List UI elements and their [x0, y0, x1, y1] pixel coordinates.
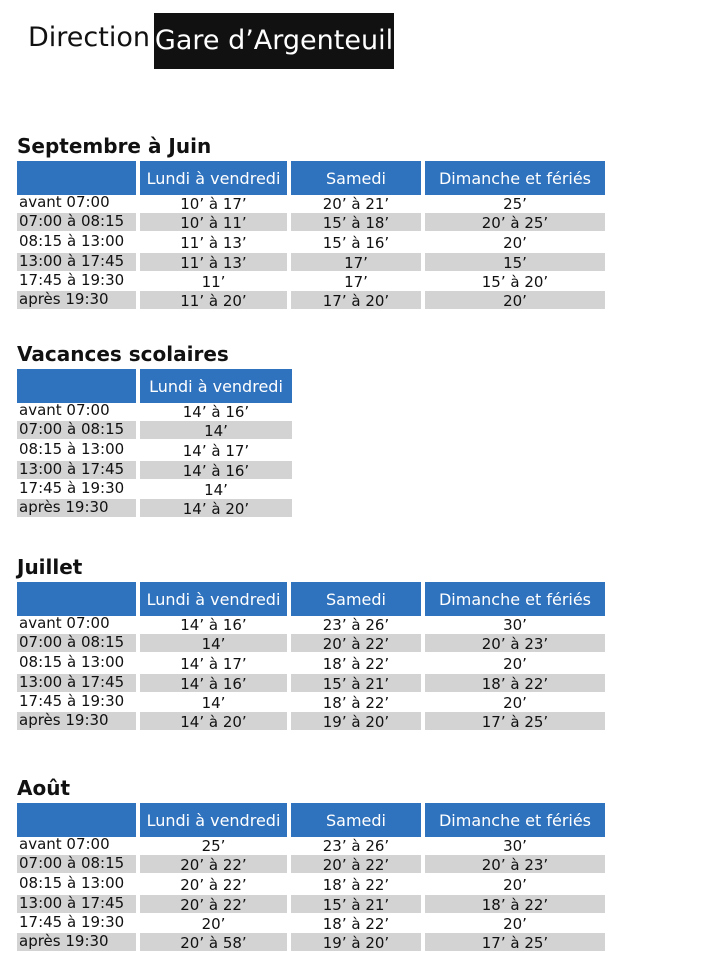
row-period-label: 07:00 à 08:15	[17, 634, 136, 652]
row-period-label: 13:00 à 17:45	[17, 461, 136, 479]
frequency-cell-weekday: 20’ à 22’	[140, 855, 287, 873]
row-period-label: 13:00 à 17:45	[17, 253, 136, 271]
column-header-sunday: Dimanche et fériés	[425, 803, 605, 837]
row-period-label: avant 07:00	[19, 401, 110, 419]
frequency-cell-weekday: 11’	[201, 273, 226, 291]
frequency-cell-sunday: 30’	[503, 837, 527, 855]
header-blank-cell	[17, 582, 136, 616]
direction-label: Direction	[28, 22, 150, 53]
frequency-cell-sunday: 20’	[503, 234, 527, 252]
frequency-cell-sunday: 15’ à 20’	[481, 273, 549, 291]
frequency-cell-sunday: 18’ à 22’	[425, 674, 605, 692]
row-period-label: avant 07:00	[19, 835, 110, 853]
row-period-label: avant 07:00	[19, 614, 110, 632]
column-header-saturday: Samedi	[291, 582, 421, 616]
row-period-label: 08:15 à 13:00	[19, 874, 125, 892]
column-header-sunday: Dimanche et fériés	[425, 582, 605, 616]
column-header-weekday: Lundi à vendredi	[140, 369, 292, 403]
frequency-cell-weekday: 20’ à 22’	[180, 876, 247, 894]
row-period-label: 17:45 à 19:30	[19, 479, 125, 497]
frequency-cell-weekday: 11’ à 13’	[180, 234, 247, 252]
frequency-cell-weekday: 10’ à 17’	[180, 195, 247, 213]
frequency-cell-saturday: 19’ à 20’	[291, 712, 421, 730]
row-period-label: après 19:30	[17, 291, 136, 309]
column-header-weekday: Lundi à vendredi	[140, 803, 287, 837]
section-title: Septembre à Juin	[17, 134, 212, 158]
frequency-cell-sunday: 20’	[425, 291, 605, 309]
frequency-cell-saturday: 15’ à 21’	[291, 895, 421, 913]
row-period-label: 08:15 à 13:00	[19, 440, 125, 458]
frequency-cell-saturday: 15’ à 18’	[291, 213, 421, 231]
frequency-cell-sunday: 15’	[425, 253, 605, 271]
column-header-saturday: Samedi	[291, 803, 421, 837]
frequency-cell-weekday: 10’ à 11’	[140, 213, 287, 231]
frequency-cell-sunday: 20’ à 23’	[425, 855, 605, 873]
column-header-saturday: Samedi	[291, 161, 421, 195]
frequency-cell-weekday: 14’ à 17’	[182, 442, 250, 460]
frequency-cell-saturday: 15’ à 21’	[291, 674, 421, 692]
row-period-label: 07:00 à 08:15	[17, 855, 136, 873]
frequency-cell-sunday: 20’	[503, 915, 527, 933]
frequency-cell-sunday: 20’	[503, 655, 527, 673]
row-period-label: après 19:30	[17, 933, 136, 951]
header-blank-cell	[17, 803, 136, 837]
row-period-label: 17:45 à 19:30	[19, 692, 125, 710]
frequency-cell-sunday: 20’	[503, 876, 527, 894]
frequency-cell-weekday: 14’ à 20’	[140, 712, 287, 730]
column-header-weekday: Lundi à vendredi	[140, 582, 287, 616]
frequency-cell-weekday: 14’ à 16’	[180, 616, 247, 634]
section-title: Août	[17, 776, 71, 800]
frequency-cell-saturday: 20’ à 22’	[291, 855, 421, 873]
frequency-cell-saturday: 23’ à 26’	[322, 616, 390, 634]
row-period-label: 08:15 à 13:00	[19, 232, 125, 250]
frequency-cell-saturday: 23’ à 26’	[322, 837, 390, 855]
frequency-cell-sunday: 18’ à 22’	[425, 895, 605, 913]
frequency-cell-sunday: 20’ à 23’	[425, 634, 605, 652]
frequency-cell-sunday: 20’	[503, 694, 527, 712]
section-title: Juillet	[17, 555, 83, 579]
row-period-label: après 19:30	[17, 499, 136, 517]
row-period-label: avant 07:00	[19, 193, 110, 211]
frequency-cell-saturday: 17’	[291, 253, 421, 271]
header-blank-cell	[17, 161, 136, 195]
row-period-label: 13:00 à 17:45	[17, 674, 136, 692]
row-period-label: 07:00 à 08:15	[17, 213, 136, 231]
row-period-label: 17:45 à 19:30	[19, 913, 125, 931]
frequency-cell-weekday: 11’ à 13’	[140, 253, 287, 271]
frequency-cell-saturday: 18’ à 22’	[322, 694, 390, 712]
frequency-cell-sunday: 25’	[503, 195, 527, 213]
frequency-cell-weekday: 20’ à 22’	[140, 895, 287, 913]
frequency-cell-weekday: 11’ à 20’	[140, 291, 287, 309]
frequency-cell-saturday: 19’ à 20’	[291, 933, 421, 951]
column-header-weekday: Lundi à vendredi	[140, 161, 287, 195]
frequency-cell-saturday: 18’ à 22’	[322, 915, 390, 933]
frequency-cell-saturday: 17’	[344, 273, 368, 291]
frequency-cell-sunday: 20’ à 25’	[425, 213, 605, 231]
frequency-cell-weekday: 25’	[201, 837, 226, 855]
frequency-cell-saturday: 20’ à 22’	[291, 634, 421, 652]
frequency-cell-saturday: 18’ à 22’	[322, 655, 390, 673]
section-title: Vacances scolaires	[17, 342, 229, 366]
row-period-label: 17:45 à 19:30	[19, 271, 125, 289]
row-period-label: 07:00 à 08:15	[17, 421, 136, 439]
frequency-cell-weekday: 14’ à 16’	[140, 461, 292, 479]
row-period-label: après 19:30	[17, 712, 136, 730]
row-period-label: 13:00 à 17:45	[17, 895, 136, 913]
frequency-cell-saturday: 18’ à 22’	[322, 876, 390, 894]
frequency-cell-saturday: 20’ à 21’	[322, 195, 390, 213]
frequency-cell-weekday: 14’	[140, 634, 287, 652]
frequency-cell-weekday: 14’ à 16’	[140, 674, 287, 692]
column-header-sunday: Dimanche et fériés	[425, 161, 605, 195]
frequency-cell-saturday: 15’ à 16’	[322, 234, 390, 252]
destination-box: Gare d’Argenteuil	[154, 13, 394, 69]
frequency-cell-weekday: 14’	[140, 421, 292, 439]
frequency-cell-weekday: 20’ à 58’	[140, 933, 287, 951]
frequency-cell-sunday: 17’ à 25’	[425, 933, 605, 951]
frequency-cell-saturday: 17’ à 20’	[291, 291, 421, 309]
frequency-cell-weekday: 20’	[201, 915, 226, 933]
frequency-cell-weekday: 14’	[204, 481, 228, 499]
frequency-cell-sunday: 30’	[503, 616, 527, 634]
frequency-cell-weekday: 14’	[201, 694, 226, 712]
header-blank-cell	[17, 369, 136, 403]
frequency-cell-weekday: 14’ à 20’	[140, 499, 292, 517]
frequency-cell-weekday: 14’ à 16’	[182, 403, 250, 421]
frequency-cell-sunday: 17’ à 25’	[425, 712, 605, 730]
frequency-cell-weekday: 14’ à 17’	[180, 655, 247, 673]
row-period-label: 08:15 à 13:00	[19, 653, 125, 671]
